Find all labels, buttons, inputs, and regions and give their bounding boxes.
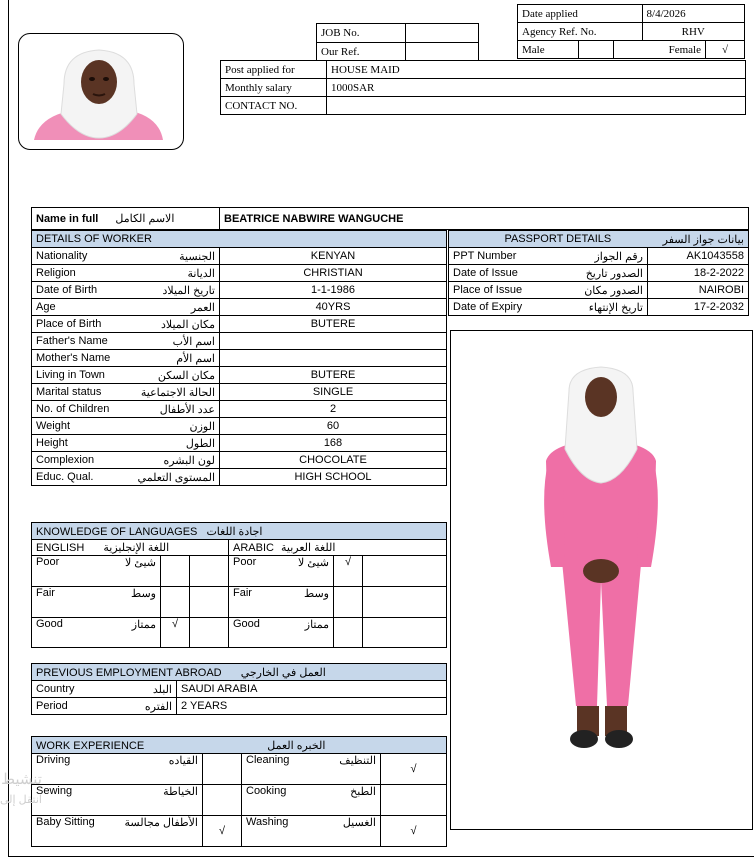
table-row	[32, 698, 447, 715]
passport-field-label	[449, 299, 648, 316]
experience-header-ar: الخبره العمل	[267, 739, 326, 752]
employment-field-value: 2 YEARS	[177, 698, 447, 715]
worker-field-value: 2	[220, 401, 447, 418]
table-row	[32, 350, 447, 367]
arabic-level-check: √	[334, 556, 363, 587]
table-row	[32, 299, 447, 316]
table-row	[32, 556, 447, 587]
language-rows	[32, 556, 447, 648]
worker-field-label	[32, 435, 220, 452]
worker-field-value: 168	[220, 435, 447, 452]
experience-skill-label-ar: الطبخ	[350, 786, 376, 798]
worker-field-label-en: Marital status	[36, 385, 102, 398]
passport-field-label-ar: رقم الجواز	[594, 250, 643, 263]
passport-table	[448, 230, 749, 316]
passport-header-ar: بيانات جواز السفر	[662, 233, 744, 246]
arabic-level-label-en: Good	[233, 618, 260, 630]
worker-field-label	[32, 282, 220, 299]
english-level-label-ar: وسط	[131, 588, 156, 600]
watermark-line-2: انتقل إلى	[0, 794, 42, 806]
passport-header-en: PASSPORT DETAILS	[504, 232, 612, 245]
arabic-level-label-ar: شيئ لا	[297, 557, 329, 569]
english-level-check	[161, 556, 190, 587]
table-row	[32, 816, 447, 847]
passport-field-value: NAIROBI	[648, 282, 749, 299]
passport-field-label	[449, 265, 648, 282]
date-applied-value: 8/4/2026	[642, 5, 744, 23]
job-no-value	[406, 24, 479, 43]
full-body-photo	[450, 330, 753, 830]
languages-header	[32, 523, 447, 540]
name-label-ar: الاسم الكامل	[115, 213, 175, 225]
table-row	[32, 587, 447, 618]
english-level-label-en: Poor	[36, 556, 60, 568]
table-row	[32, 316, 447, 333]
post-label: Post applied for	[221, 61, 327, 79]
english-en: ENGLISH	[36, 542, 85, 554]
english-level-label	[32, 556, 161, 587]
english-level-label-ar: ممتاز	[131, 619, 156, 631]
worker-field-label-en: Age	[36, 300, 56, 313]
english-level-check	[161, 587, 190, 618]
worker-field-label-ar: لون البشره	[163, 454, 215, 467]
experience-skill-label-ar: القياده	[168, 755, 198, 767]
worker-field-label-en: Date of Birth	[36, 283, 98, 296]
table-row	[32, 418, 447, 435]
worker-field-label-en: Nationality	[36, 249, 88, 262]
worker-field-label	[32, 418, 220, 435]
table-row	[449, 299, 749, 316]
experience-skill-label-en: Sewing	[36, 785, 73, 797]
arabic-level-label-ar: وسط	[304, 588, 329, 600]
worker-details-table	[31, 230, 447, 486]
english-level-label	[32, 587, 161, 618]
employment-header-ar: العمل في الخارجي	[240, 666, 326, 679]
employment-table	[31, 663, 447, 715]
post-value: HOUSE MAID	[327, 61, 746, 79]
arabic-en: ARABIC	[233, 542, 274, 554]
agency-ref-value: RHV	[642, 23, 744, 41]
experience-skill-label-ar: التنظيف	[339, 755, 376, 767]
experience-table	[31, 736, 447, 847]
worker-field-value: 1-1-1986	[220, 282, 447, 299]
salary-value: 1000SAR	[327, 79, 746, 97]
employment-field-label-ar: البلد	[152, 683, 172, 696]
table-row	[32, 282, 447, 299]
table-row	[449, 248, 749, 265]
name-table	[31, 207, 749, 230]
passport-field-label-en: Date of Expiry	[453, 300, 523, 313]
passport-field-label-ar: الصدور مكان	[584, 284, 643, 297]
worker-field-label-ar: المستوى التعلمي	[137, 471, 215, 484]
table-row	[32, 265, 447, 282]
worker-field-label-en: Place of Birth	[36, 317, 102, 330]
table-row	[449, 265, 749, 282]
worker-header: DETAILS OF WORKER	[32, 231, 447, 248]
worker-field-value: 40YRS	[220, 299, 447, 316]
worker-field-label	[32, 452, 220, 469]
experience-skill-label-en: Driving	[36, 754, 71, 766]
experience-skill-label	[242, 816, 381, 847]
experience-skill-check: √	[381, 754, 447, 785]
passport-header	[449, 231, 749, 248]
worker-field-label-ar: الحالة الاجتماعية	[140, 386, 215, 399]
worker-field-value: CHRISTIAN	[220, 265, 447, 282]
date-agency-table	[517, 4, 745, 59]
languages-table	[31, 522, 447, 648]
worker-field-label-en: No. of Children	[36, 402, 110, 415]
table-row	[32, 435, 447, 452]
arabic-level-label	[229, 556, 334, 587]
female-label: Female	[614, 41, 706, 59]
experience-rows	[32, 754, 447, 847]
experience-skill-label	[32, 754, 203, 785]
worker-field-label-ar: العمر	[190, 301, 215, 314]
arabic-level-gap	[363, 587, 447, 618]
employment-rows	[32, 681, 447, 715]
passport-field-label	[449, 248, 648, 265]
worker-field-label	[32, 248, 220, 265]
female-check: √	[706, 41, 745, 59]
experience-skill-label-ar: الخياطة	[163, 786, 198, 798]
experience-skill-check	[203, 785, 242, 816]
passport-field-label	[449, 282, 648, 299]
english-level-label-en: Fair	[36, 587, 55, 599]
english-level-gap	[190, 556, 229, 587]
arabic-level-label-en: Poor	[233, 556, 257, 568]
watermark-line-1: تنشيط	[1, 771, 42, 788]
experience-skill-label	[32, 816, 203, 847]
experience-skill-label-ar: الغسيل	[342, 817, 376, 829]
passport-rows	[449, 248, 749, 316]
worker-field-value: BUTERE	[220, 316, 447, 333]
passport-field-label-ar: تاريخ الإنتهاء	[588, 301, 643, 314]
worker-field-label	[32, 469, 220, 486]
worker-field-value: CHOCOLATE	[220, 452, 447, 469]
experience-skill-label-en: Baby Sitting	[36, 816, 95, 828]
english-heading	[32, 540, 229, 556]
passport-field-label-en: PPT Number	[453, 249, 517, 262]
worker-field-label-ar: الوزن	[189, 420, 215, 433]
worker-field-label-ar: الجنسية	[179, 250, 215, 263]
worker-field-value	[220, 350, 447, 367]
table-row	[32, 248, 447, 265]
worker-field-label-ar: مكان السكن	[157, 369, 215, 382]
worker-field-label-ar: اسم الأب	[172, 335, 215, 348]
english-level-label	[32, 618, 161, 648]
worker-field-label-ar: مكان الميلاد	[160, 318, 215, 331]
english-level-gap	[190, 618, 229, 648]
worker-field-label-en: Mother's Name	[36, 351, 111, 364]
experience-skill-label	[242, 785, 381, 816]
table-row	[32, 333, 447, 350]
worker-field-label	[32, 299, 220, 316]
contact-value	[327, 97, 746, 115]
worker-field-label-en: Complexion	[36, 453, 95, 466]
passport-field-label-ar: الصدور تاريخ	[585, 267, 643, 280]
arabic-level-label	[229, 618, 334, 648]
worker-field-label	[32, 401, 220, 418]
worker-field-label-en: Educ. Qual.	[36, 470, 94, 483]
worker-field-label	[32, 333, 220, 350]
worker-field-label-en: Weight	[36, 419, 71, 432]
table-row	[32, 754, 447, 785]
job-no-label: JOB No.	[317, 24, 406, 43]
employment-field-value: SAUDI ARABIA	[177, 681, 447, 698]
job-ref-table	[316, 23, 479, 61]
worker-rows	[32, 248, 447, 486]
male-label: Male	[518, 41, 579, 59]
worker-field-label	[32, 384, 220, 401]
experience-skill-label-ar: الأطفال مجالسة	[124, 817, 198, 829]
activation-watermark	[0, 770, 42, 810]
table-row	[32, 785, 447, 816]
experience-skill-check: √	[381, 816, 447, 847]
passport-field-label-en: Place of Issue	[453, 283, 523, 296]
experience-skill-label-en: Washing	[246, 816, 289, 828]
passport-field-value: 17-2-2032	[648, 299, 749, 316]
worker-field-label-en: Religion	[36, 266, 76, 279]
english-level-check: √	[161, 618, 190, 648]
arabic-level-gap	[363, 556, 447, 587]
our-ref-label: Our Ref.	[317, 43, 406, 61]
arabic-level-check	[334, 587, 363, 618]
worker-field-value: SINGLE	[220, 384, 447, 401]
worker-field-label-ar: الديانة	[187, 267, 215, 280]
employment-field-label-en: Period	[36, 699, 68, 712]
arabic-level-label	[229, 587, 334, 618]
worker-field-value: HIGH SCHOOL	[220, 469, 447, 486]
arabic-level-check	[334, 618, 363, 648]
contact-label: CONTACT NO.	[221, 97, 327, 115]
small-photo	[18, 33, 184, 150]
experience-skill-label	[32, 785, 203, 816]
table-row	[32, 618, 447, 648]
passport-field-label-en: Date of Issue	[453, 266, 518, 279]
employment-field-label-en: Country	[36, 682, 75, 695]
name-label	[32, 208, 220, 230]
arabic-level-gap	[363, 618, 447, 648]
table-row	[32, 384, 447, 401]
employment-field-label	[32, 698, 177, 715]
worker-field-label-en: Father's Name	[36, 334, 108, 347]
experience-header	[32, 737, 447, 754]
employment-header-en: PREVIOUS EMPLOYMENT ABROAD	[36, 666, 222, 679]
date-applied-label: Date applied	[518, 5, 643, 23]
english-level-label-en: Good	[36, 618, 63, 630]
arabic-heading	[229, 540, 447, 556]
worker-field-label-ar: الطول	[185, 437, 215, 450]
table-row	[449, 282, 749, 299]
employment-field-label	[32, 681, 177, 698]
experience-skill-label-en: Cooking	[246, 785, 287, 797]
experience-skill-check	[203, 754, 242, 785]
english-level-label-ar: شيئ لا	[124, 557, 156, 569]
languages-header-en: KNOWLEDGE OF LANGUAGES	[36, 525, 198, 538]
worker-field-label-en: Height	[36, 436, 68, 449]
worker-field-label	[32, 367, 220, 384]
languages-header-ar: اجادة اللغات	[206, 525, 263, 538]
worker-field-label	[32, 265, 220, 282]
name-label-en: Name in full	[36, 213, 99, 225]
salary-label: Monthly salary	[221, 79, 327, 97]
table-row	[32, 401, 447, 418]
experience-skill-label	[242, 754, 381, 785]
worker-field-value: KENYAN	[220, 248, 447, 265]
worker-field-label-ar: اسم الأم	[176, 352, 215, 365]
table-row	[32, 367, 447, 384]
arabic-level-label-ar: ممتاز	[304, 619, 329, 631]
worker-field-label	[32, 350, 220, 367]
passport-field-value: 18-2-2022	[648, 265, 749, 282]
experience-skill-check	[381, 785, 447, 816]
our-ref-value	[406, 43, 479, 61]
full-body-image	[451, 331, 752, 829]
worker-field-label-en: Living in Town	[36, 368, 105, 381]
worker-field-value: 60	[220, 418, 447, 435]
employment-header	[32, 664, 447, 681]
table-row	[32, 681, 447, 698]
post-table	[220, 60, 746, 115]
experience-skill-label-en: Cleaning	[246, 754, 290, 766]
arabic-level-label-en: Fair	[233, 587, 252, 599]
portrait-image	[19, 34, 182, 148]
worker-field-label-ar: عدد الأطفال	[159, 403, 215, 416]
agency-ref-label: Agency Ref. No.	[518, 23, 643, 41]
table-row	[32, 452, 447, 469]
employment-field-label-ar: الفتره	[144, 700, 172, 713]
experience-header-en: WORK EXPERIENCE	[36, 739, 145, 752]
worker-field-label	[32, 316, 220, 333]
arabic-ar: اللغة العربية	[281, 542, 336, 554]
worker-field-value	[220, 333, 447, 350]
english-ar: اللغة الإنجليزية	[103, 542, 170, 554]
passport-field-value: AK1043558	[648, 248, 749, 265]
worker-field-value: BUTERE	[220, 367, 447, 384]
male-check	[579, 41, 614, 59]
english-level-gap	[190, 587, 229, 618]
experience-skill-check: √	[203, 816, 242, 847]
table-row	[32, 469, 447, 486]
worker-field-label-ar: تاريخ الميلاد	[162, 284, 215, 297]
name-value: BEATRICE NABWIRE WANGUCHE	[220, 208, 749, 230]
